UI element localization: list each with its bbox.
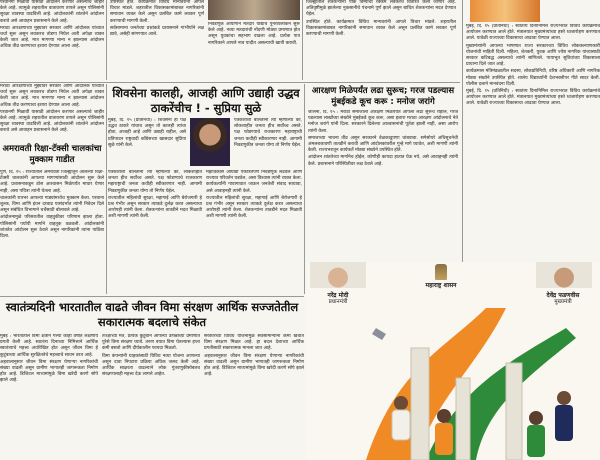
paragraph: अहवालानुसार जीवन विमा संरक्षण घेणाऱ्या नागरिकांची संख्या वाढली असून ग्रामीण भागातही जागरूकता निर्माण होत आहे. डिजिटल माध्यमांमुळे विमा खरेदी करणे सोपे झाले आहे. <box>204 353 304 378</box>
paragraph: विमा कंपन्यांनी ग्राहकांसाठी विविध नव्या योजना आणल्या असून दावा निपटारा प्रक्रिया अधिक जलद केली आहे. आर्थिक साक्षरता वाढल्याने लोक गुंतवणुकीसोबतच संरक्षणालाही महत्त्व देऊ लागले आहेत. <box>102 353 200 378</box>
arakshan-body <box>308 110 458 262</box>
paragraph: मुंबई, दि. १५ (प्रतिनिधी) : शिवसेना हा पक्ष उद्धव ठाकरे यांचाच असून तो कालही त्यांचा होता, आजही आहे आणि उद्याही राहील, असे प्रतिपादन राष्ट्रवादी काँग्रेसच्या खासदार सुप्रिया सुळे यांनी केले. <box>108 118 186 148</box>
arakshan-headline: आरक्षण मिळेपर्यंत लढा सुरूच; गरज पडल्यास मुंबईकडे कूच करू : मनोज जरांगे <box>311 86 455 107</box>
insurance-col-3 <box>204 334 304 460</box>
paragraph: मराठा आरक्षणाच्या मुद्द्यावर सरकार आणि आंदोलक यांच्यात चर्चा सुरू असून लवकरच तोडगा निघेल अशी अपेक्षा व्यक्त केली जात आहे. मात्र मागण्या मान्य न झाल्यास आंदोलन अधिक तीव्र करण्याचा इशारा देण्यात आला आहे. <box>0 25 104 50</box>
paragraph: उपस्थित होते. कार्यक्रमात विविध मान्यवरांनी आपले विचार मांडले. शहरातील विकासकामांबाबत नागरिकांनी समाधान व्यक्त केले असून प्रलंबित कामे लवकर पूर्ण करण्याची मागणी केली. <box>110 0 204 24</box>
fadnavis-photo <box>536 262 592 288</box>
fadnavis-title: मुख्यमंत्री <box>554 299 572 305</box>
paragraph: तज्ज्ञांच्या मते, प्रत्येक कुटुंबाने आपल्या उत्पन्नाच्या प्रमाणात पुरेसे विमा संरक्षण घ्यावे. तरुण वयात विमा घेतल्यास हप्ता कमी बसतो आणि दीर्घकालीन फायदा मिळतो. <box>102 334 200 352</box>
tower <box>411 348 429 460</box>
top-left-column <box>0 0 104 80</box>
ad-illustration <box>306 308 600 460</box>
paragraph: आंदोलनामुळे परिसरातील वाहतुकीवर परिणाम झाला होता. पोलिसांनी पर्यायी मार्गाने वाहतूक वळवली. आंदोलकांनी शांततेत आंदोलन सुरू ठेवले असून नागरिकांनी त्यांना पाठिंबा दिला. <box>0 215 104 240</box>
amravati-body <box>0 170 104 292</box>
insurance-col-2 <box>102 334 200 460</box>
govt-label: महाराष्ट्र शासन <box>425 282 457 289</box>
shivsena-lead <box>108 118 186 178</box>
shivsena-headline: शिवसेना कालही, आजही आणि उद्याही उद्धव ठाकरेंचीच ! - सुप्रिया सुळे <box>112 86 300 115</box>
shivsena-col-1 <box>108 170 202 292</box>
modi-photo <box>310 262 366 288</box>
fadnavis-name: देवेंद्र फडणवीस <box>546 292 580 299</box>
government-emblem-icon <box>435 264 447 280</box>
paragraph: परवानगी मिळावी यासाठी आंदोलन करणार असल्याचे जाहीर केले आहे. त्यामुळे शहरातील वातावरण तापले असून पोलिसांनी सुरक्षा व्यवस्था वाढविली आहे. आंदोलकांनी शांततेने आंदोलन करावे असे आवाहन प्रशासनाने केले आहे. <box>0 109 104 134</box>
paragraph: मुंबई : भारतातील विमा क्षेत्राने गेल्या काही वर्षांत लक्षणीय प्रगती केली आहे. स्वातंत्र्य दिनाच्या निमित्ताने आर्थिक स्वातंत्र्याचे महत्त्व अधोरेखित होत असून जीवन विमा हे कुटुंबाच्या आर्थिक सुरक्षिततेचे महत्त्वाचे साधन ठरत आहे. <box>0 334 98 358</box>
paragraph: मराठा आरक्षणाच्या मुद्द्यावर सरकार आणि आंदोलक यांच्यात चर्चा सुरू असून लवकरच तोडगा निघेल अशी अपेक्षा व्यक्त केली जात आहे. मात्र मागण्या मान्य न झाल्यास आंदोलन अधिक तीव्र करण्याचा इशारा देण्यात आला आहे. <box>0 84 104 108</box>
paragraph: मुख्यमंत्र्यांनी आपल्या भाषणात राज्य सरकारच्या विविध लोककल्याणकारी योजनांची माहिती दिली. महिला, शेतकरी, युवक आणि ज्येष्ठ नागरिक यांच्यासाठी सरकार कटिबद्ध असल्याचे त्यांनी सांगितले. पायाभूत सुविधांच्या विकासाला प्राधान्य दिले जात आहे. <box>466 43 600 68</box>
paragraph: मुंबई, दि. १५ (प्रतिनिधी) : स्वातंत्र्य दिनानिमित्त राज्यभरात विविध कार्यक्रमांचे आयोजन करण्यात आले होते. मंत्रालयात मुख्यमंत्र्यांच्या हस्ते ध्वजारोहण करण्यात आले. यावेळी राज्याच्या विकासाचा आढावा घेण्यात आला. <box>466 24 600 42</box>
paragraph: आंदोलन शांततेच्या मार्गानेच होईल, कोणीही कायदा हातात घेऊ नये, असे आवाहनही त्यांनी केले. प्रशासनाने परिस्थितीवर लक्ष ठेवले आहे. <box>308 155 458 167</box>
top-mid-column <box>110 0 204 80</box>
paragraph: उपस्थित होते. कार्यक्रमात विविध मान्यवरांनी आपले विचार मांडले. शहरातील विकासकामांबाबत नागरिकांनी समाधान व्यक्त केले असून प्रलंबित कामे लवकर पूर्ण करण्याची मागणी केली. <box>306 19 456 38</box>
shivsena-col-2 <box>206 170 302 292</box>
paragraph: अहवालानुसार जीवन विमा संरक्षण घेणाऱ्या नागरिकांची संख्या वाढली असून ग्रामीण भागातही जागरूकता निर्माण होत आहे. डिजिटल माध्यमांमुळे विमा खरेदी करणे सोपे झाले आहे. <box>0 359 98 384</box>
paragraph: राज्यातील महिलांची सुरक्षा, महागाई आणि बेरोजगारी हे प्रश्न गंभीर असून सरकार त्याकडे दुर्लक्ष करत असल्याचा आरोपही त्यांनी केला. शेतकऱ्यांना तातडीने मदत मिळावी अशी मागणी त्यांनी केली. <box>206 195 302 220</box>
insurance-headline: स्वातंत्र्यदिनी भारतातील वाढते जीवन विमा संरक्षण आर्थिक सज्जतेतील सकारात्मक बदलाचे संकेत <box>5 300 299 329</box>
paragraph: निवडणूक आयोगाने मतदार याद्यांचे पुनरावलोकन सुरू केले आहे. नव्या मतदारांची नोंदणी मोठ्या प्रमाणात होत असून युवकांचा सहभाग वाढला आहे. प्रत्येक पात्र नागरिकाने आपले नाव यादीत असल्याची खात्री करावी. <box>208 22 300 46</box>
paragraph: जालना, दि. १५ : मराठा समाजाला आरक्षण मिळेपर्यंत आपला लढा सुरूच राहील, गरज पडल्यास लाखोंच्या संख्येने मुंबईकडे कूच करू, असा इशारा मराठा आरक्षण आंदोलनाचे नेते मनोज जरांगे यांनी दिला. सरकारने दिलेल्या आश्वासनांची पूर्तता झाली नाही, असा आरोप त्यांनी केला. <box>308 110 458 134</box>
paragraph: मुंबई, दि. १५ (प्रतिनिधी) : स्वातंत्र्य दिनानिमित्त राज्यभरात विविध कार्यक्रमांचे आयोजन करण्यात आले होते. मंत्रालयात मुख्यमंत्र्यांच्या हस्ते ध्वजारोहण करण्यात आले. यावेळी राज्याच्या विकासाचा आढावा घेण्यात आला. <box>466 89 600 107</box>
paragraph: परवानगी मिळावी यासाठी आंदोलन करणार असल्याचे जाहीर केले आहे. त्यामुळे शहरातील वातावरण तापले असून पोलिसांनी सुरक्षा व्यवस्था वाढविली आहे. आंदोलकांनी शांततेने आंदोलन करावे असे आवाहन प्रशासनाने केले आहे. <box>0 0 104 24</box>
left-column-upper <box>0 84 104 142</box>
paragraph: पत्रकारांशी बोलताना त्या म्हणाल्या की, लोकशाहीत जनता हीच सर्वोच्च असते. पक्ष फोडण्याचे राजकारण महाराष्ट्राची जनता कधीही स्वीकारणार नाही. आगामी निवडणुकीत जनता योग्य तो निर्णय घेईल. <box>234 118 302 148</box>
paragraph: समाजाच्या भावना तीव्र असून सरकारने वेळकाढूपणा थांबवावा. सगेसोयरे अधिसूचनेची अंमलबजावणी तातडीने करावी आणि आंदोलकांवरील गुन्हे मागे घ्यावेत, अशी मागणी त्यांनी केली. राज्यभरातून कार्यकर्ते मोठ्या संख्येने उपस्थित होते. <box>308 135 458 154</box>
supriya-sule-photo <box>190 118 230 166</box>
top-right-column <box>306 0 456 80</box>
satellite-icon <box>372 328 386 340</box>
fadnavis-caption <box>526 292 600 306</box>
paragraph: महाविकास आघाडी एकत्रितपणे निवडणूक लढवेल आणि राज्यात परिवर्तन घडवेल, असा विश्वास त्यांनी व्यक्त केला. कार्यकर्त्यांनी गावागावात जाऊन जनतेशी संवाद साधावा, असे आवाहनही त्यांनी केले. <box>206 170 302 194</box>
right-column <box>466 24 600 262</box>
paragraph: सरकारच्या विविध योजनांमुळे सर्वसामान्यांना कमी खर्चात विमा संरक्षण मिळत आहे. हा बदल देशाच्या आर्थिक प्रगतीसाठी सकारात्मक मानला जात आहे. <box>204 334 304 352</box>
paragraph: पत्रकारांशी बोलताना त्या म्हणाल्या की, लोकशाहीत जनता हीच सर्वोच्च असते. पक्ष फोडण्याचे राजकारण महाराष्ट्राची जनता कधीही स्वीकारणार नाही. आगामी निवडणुकीत जनता योग्य तो निर्णय घेईल. <box>108 170 202 194</box>
modi-name: नरेंद्र मोदी <box>327 292 349 299</box>
person-1-icon <box>394 396 408 410</box>
paragraph: कार्यक्रमास मंत्रिमंडळातील सदस्य, लोकप्रतिनिधी, वरिष्ठ अधिकारी आणि नागरिक मोठ्या संख्येने उपस्थित होते. शालेय विद्यार्थ्यांनी देशभक्तीपर गीते सादर केली. पोलीस दलाने मानवंदना दिली. <box>466 69 600 87</box>
modi-caption <box>302 292 374 306</box>
shivsena-col-0 <box>234 118 302 168</box>
paragraph: सर्वसामान्य जनतेच्या प्रश्नांकडे प्रशासनाने गांभीर्याने लक्ष द्यावे, असेही सांगण्यात आले. <box>110 25 204 38</box>
top-mid2-column <box>208 22 300 80</box>
paragraph: चालकांनी रात्रभर आपल्या गाड्यांमध्येच मुक्काम केला. परवाना शुल्क, विमा आणि इंधन दरवाढ यासंदर्भात त्यांनी निवेदन दिले असून संबंधित विभागाने चर्चेसाठी बोलावले आहे. <box>0 195 104 214</box>
insurance-col-1 <box>0 334 98 460</box>
modi-title: प्रधानमंत्री <box>328 299 348 305</box>
top-photo <box>208 0 300 20</box>
person-3-icon <box>529 411 543 425</box>
person-4-icon <box>557 391 571 405</box>
paragraph: जिल्ह्यातील शेतकऱ्यांना पीक विम्याची रक्कम लवकरच वितरित केली जाणार आहे. अतिवृष्टीमुळे झालेल्या नुकसानीचे पंचनामे पूर्ण झाले असून बाधित शेतकऱ्यांना मदत देण्यात येईल. <box>306 0 456 18</box>
top-right-photo <box>470 0 540 22</box>
paragraph: राज्यातील महिलांची सुरक्षा, महागाई आणि बेरोजगारी हे प्रश्न गंभीर असून सरकार त्याकडे दुर्लक्ष करत असल्याचा आरोपही त्यांनी केला. शेतकऱ्यांना तातडीने मदत मिळावी अशी मागणी त्यांनी केली. <box>108 195 202 220</box>
person-2-icon <box>437 409 451 423</box>
amravati-headline: अमरावती रिक्षा-टॅक्सी चालकांचा मुक्काम गाडीत <box>2 144 102 165</box>
paragraph: पुणे, दि. १५ : राज्यातील अमरावती जिल्ह्यातून आलेल्या रिक्षा-टॅक्सी चालकांनी आपल्या मागण्यांसाठी आंदोलन सुरू केले आहे. प्रशासनाकडून ठोस आश्वासन मिळेपर्यंत माघार घेणार नाही, असा पवित्रा त्यांनी घेतला आहे. <box>0 170 104 194</box>
